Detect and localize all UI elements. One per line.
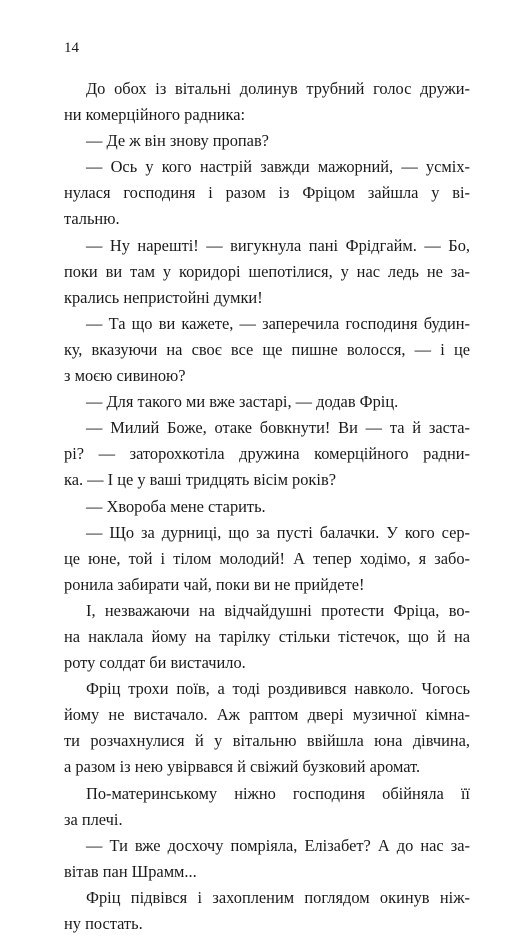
text-line: — Ось у кого настрій завжди мажорний, — усміх- [86, 157, 470, 177]
body-text [64, 76, 470, 937]
text-line: ни комерційного радника: [64, 105, 246, 125]
text-line: — Де ж він знову пропав? [86, 131, 269, 151]
text-line: До обох із вітальні долинув трубний голос дружи- [86, 79, 470, 98]
text-line: По-материнському ніжно господиня обійняла її [86, 783, 470, 803]
text-line: ка. — І це у ваші тридцять вісім років? [64, 470, 336, 490]
text-line: роту солдат би вистачило. [64, 653, 246, 673]
text-line: за плечі. [64, 809, 123, 829]
text-line: йому не вистачало. Аж раптом двері музичної кімна- [64, 705, 470, 725]
text-line: І, незважаючи на відчайдушні протести Фріца, во- [86, 600, 470, 620]
text-line: вітав пан Шрамм... [64, 861, 197, 881]
text-line: Фріц підвівся і захопленим поглядом окинув ніж- [86, 887, 470, 907]
text-line: на наклала йому на тарілку стільки тістечок, що й на [64, 626, 470, 646]
text-line: — Ти вже досхочу помріяла, Елізабет? А до нас за- [86, 835, 470, 855]
text-line: тальню. [64, 209, 120, 229]
text-line: — Та що ви кажете, — заперечила господиня будин- [86, 313, 470, 333]
text-line: крались непристойні думки! [64, 287, 263, 307]
text-line: нулася господиня і разом із Фріцом зайшла у ві- [64, 183, 470, 203]
text-line: — Для такого ми вже застарі, — додав Фріц. [86, 392, 399, 412]
page-number: 14 [64, 40, 79, 56]
text-line: — Ну нарешті! — вигукнула пані Фрідгайм. — Бо, [86, 235, 470, 255]
text-line: — Милий Боже, отаке бовкнути! Ви — та й заста- [86, 418, 470, 438]
text-line: з моєю сивиною? [64, 366, 186, 386]
text-line: ти розчахнулися й у вітальню ввійшла юна дівчина, [64, 731, 470, 751]
text-line: а разом із нею увірвався й свіжий бузковий аромат. [64, 757, 421, 777]
text-line: ну постать. [64, 914, 143, 933]
text-line: ронила забирати чай, поки ви не прийдете! [64, 574, 365, 594]
text-line: поки ви там у коридорі шепотілися, у нас ледь не за- [64, 261, 470, 281]
text-line: Фріц трохи поїв, а тоді роздивився навколо. Чогось [86, 679, 470, 699]
text-line: рі? — заторохкотіла дружина комерційного радни- [64, 444, 470, 464]
text-line: — Хвороба мене старить. [86, 496, 266, 516]
text-line: це юне, той і тілом молодий! А тепер ходімо, я забо- [64, 548, 470, 568]
text-line: — Що за дурниці, що за пусті балачки. У кого сер- [86, 522, 470, 542]
text-line: ку, вказуючи на своє все ще пишне волосся, — і це [64, 339, 470, 359]
